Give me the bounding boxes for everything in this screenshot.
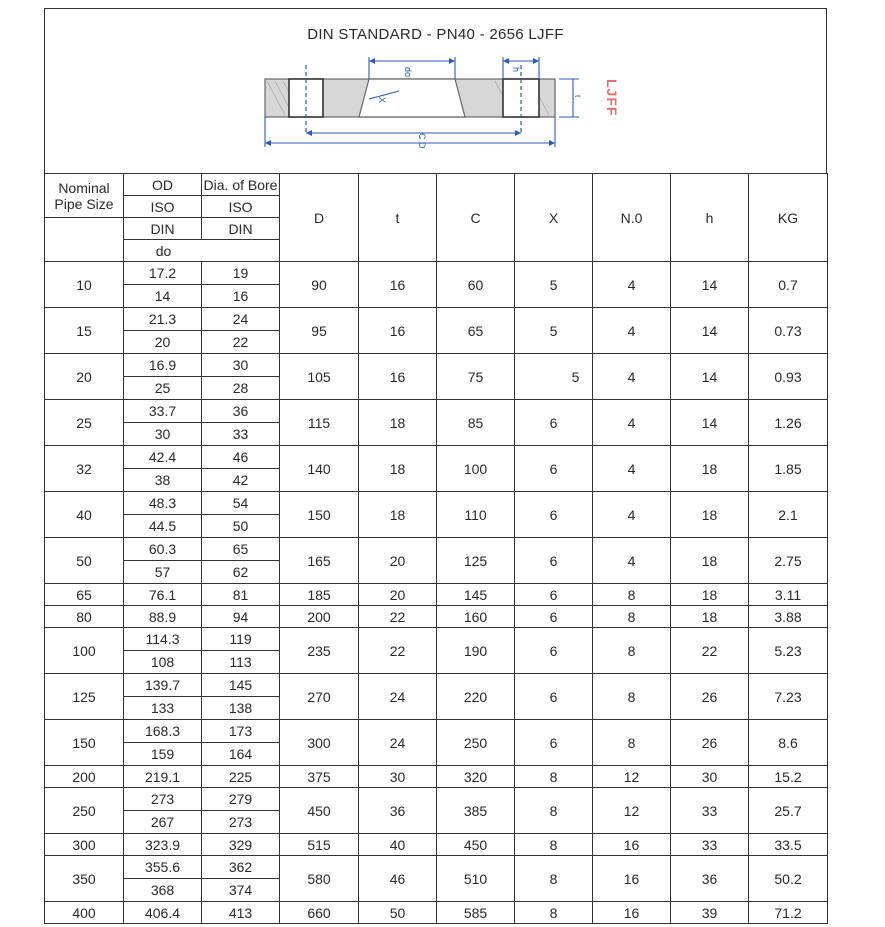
cell-d: 185 [280, 584, 359, 606]
cell-c: 585 [437, 902, 515, 924]
table-row [45, 492, 828, 515]
cell-h: 22 [671, 628, 749, 674]
flange-spec-table [44, 173, 828, 924]
cell-t: 50 [359, 902, 437, 924]
cell-od-iso: 21.3 [124, 308, 202, 331]
cell-od-din: 38 [124, 469, 202, 492]
cell-d: 300 [280, 720, 359, 766]
cell-d: 450 [280, 788, 359, 834]
header-X: X [515, 174, 593, 262]
cell-t: 40 [359, 834, 437, 856]
cell-nominal-size: 10 [45, 262, 124, 308]
header-bore-din: DIN [202, 218, 280, 240]
cell-d: 660 [280, 902, 359, 924]
cell-od-din: 57 [124, 561, 202, 584]
cell-bore-din: 33 [202, 423, 280, 446]
cell-od-iso: 139.7 [124, 674, 202, 697]
cell-t: 16 [359, 262, 437, 308]
cell-bore-din: 273 [202, 811, 280, 834]
cell-bore-din: 164 [202, 743, 280, 766]
header-h: h [671, 174, 749, 262]
cell-x: 5 [515, 308, 593, 354]
cell-h: 14 [671, 308, 749, 354]
header-KG: KG [749, 174, 828, 262]
dim-do-label: do [403, 67, 413, 78]
cell-bore-iso: 46 [202, 446, 280, 469]
cell-od-din: 159 [124, 743, 202, 766]
cell-no: 16 [593, 902, 671, 924]
header-od: OD [124, 174, 202, 196]
cell-bore-din: 16 [202, 285, 280, 308]
cell-x: 8 [515, 834, 593, 856]
cell-c: 385 [437, 788, 515, 834]
cell-kg: 0.7 [749, 262, 828, 308]
cell-d: 165 [280, 538, 359, 584]
cell-nominal-size: 40 [45, 492, 124, 538]
dim-x-label: X [377, 97, 387, 104]
cell-no: 16 [593, 834, 671, 856]
cell-x: 6 [515, 492, 593, 538]
cell-x: 6 [515, 584, 593, 606]
cell-kg: 0.73 [749, 308, 828, 354]
table-row [45, 538, 828, 561]
cell-c: 110 [437, 492, 515, 538]
cell-h: 26 [671, 674, 749, 720]
cell-bore-iso: 54 [202, 492, 280, 515]
cell-bore-iso: 24 [202, 308, 280, 331]
cell-x: 6 [515, 446, 593, 492]
cell-bore-iso: 30 [202, 354, 280, 377]
cell-d: 140 [280, 446, 359, 492]
cell-bore-iso: 19 [202, 262, 280, 285]
cell-kg: 5.23 [749, 628, 828, 674]
cell-bore-din: 138 [202, 697, 280, 720]
cell-t: 20 [359, 538, 437, 584]
cell-od-din: 368 [124, 879, 202, 902]
cell-h: 39 [671, 902, 749, 924]
header-bore-iso: ISO [202, 196, 280, 218]
cell-h: 30 [671, 766, 749, 788]
cell-od-iso: 60.3 [124, 538, 202, 561]
cell-kg: 2.1 [749, 492, 828, 538]
table-row [45, 606, 828, 628]
cell-od-din: 44.5 [124, 515, 202, 538]
cell-d: 115 [280, 400, 359, 446]
cell-d: 105 [280, 354, 359, 400]
cell-x: 6 [515, 628, 593, 674]
cell-x: 8 [515, 902, 593, 924]
cell-nominal-size: 20 [45, 354, 124, 400]
cell-no: 8 [593, 584, 671, 606]
cell-od-din: 108 [124, 651, 202, 674]
cell-c: 160 [437, 606, 515, 628]
dim-t-label: t [573, 95, 582, 98]
cell-od-din: 30 [124, 423, 202, 446]
cell-c: 450 [437, 834, 515, 856]
cell-bore-din: 42 [202, 469, 280, 492]
cell-c: 60 [437, 262, 515, 308]
cell-kg: 3.88 [749, 606, 828, 628]
cell-x: 6 [515, 674, 593, 720]
cell-nominal-size: 80 [45, 606, 124, 628]
cell-no: 12 [593, 788, 671, 834]
cell-kg: 8.6 [749, 720, 828, 766]
cell-od-din: 267 [124, 811, 202, 834]
cell-t: 46 [359, 856, 437, 902]
cell-h: 18 [671, 584, 749, 606]
cell-h: 18 [671, 492, 749, 538]
cell-x: 8 [515, 856, 593, 902]
cell-kg: 50.2 [749, 856, 828, 902]
cell-t: 36 [359, 788, 437, 834]
cell-bore-iso: 362 [202, 856, 280, 879]
table-row [45, 400, 828, 423]
cell-bore-iso: 329 [202, 834, 280, 856]
cell-od-iso: 323.9 [124, 834, 202, 856]
cell-h: 14 [671, 262, 749, 308]
header-bore: Dia. of Bore [202, 174, 280, 196]
cell-kg: 3.11 [749, 584, 828, 606]
table-row [45, 856, 828, 879]
cell-d: 200 [280, 606, 359, 628]
cell-nominal-size: 15 [45, 308, 124, 354]
cell-t: 16 [359, 308, 437, 354]
cell-x: 6 [515, 606, 593, 628]
cell-od-iso: 219.1 [124, 766, 202, 788]
table-row [45, 902, 828, 924]
table-row [45, 354, 828, 377]
table-row [45, 788, 828, 811]
cell-kg: 2.75 [749, 538, 828, 584]
cell-kg: 7.23 [749, 674, 828, 720]
cell-bore-iso: 36 [202, 400, 280, 423]
cell-c: 75 [437, 354, 515, 400]
header-C: C [437, 174, 515, 262]
cell-no: 4 [593, 262, 671, 308]
cell-h: 26 [671, 720, 749, 766]
cell-od-iso: 42.4 [124, 446, 202, 469]
cell-od-iso: 33.7 [124, 400, 202, 423]
cell-d: 235 [280, 628, 359, 674]
cell-no: 4 [593, 354, 671, 400]
cell-c: 250 [437, 720, 515, 766]
cell-x: 8 [515, 788, 593, 834]
cell-od-iso: 76.1 [124, 584, 202, 606]
cell-kg: 33.5 [749, 834, 828, 856]
cell-bore-din: 374 [202, 879, 280, 902]
cell-bore-din: 50 [202, 515, 280, 538]
table-row [45, 834, 828, 856]
page-title: DIN STANDARD - PN40 - 2656 LJFF [307, 26, 564, 43]
cell-no: 8 [593, 606, 671, 628]
cell-d: 515 [280, 834, 359, 856]
table-row [45, 720, 828, 743]
cell-x-value: 5 [571, 368, 580, 385]
cell-t: 30 [359, 766, 437, 788]
cell-t: 24 [359, 720, 437, 766]
cell-c: 510 [437, 856, 515, 902]
cell-bore-iso: 145 [202, 674, 280, 697]
cell-c: 100 [437, 446, 515, 492]
table-row [45, 674, 828, 697]
cell-t: 16 [359, 354, 437, 400]
header-do: do [124, 240, 280, 262]
table-row [45, 308, 828, 331]
cell-kg: 0.93 [749, 354, 828, 400]
header-od-din: DIN [124, 218, 202, 240]
cell-od-din: 25 [124, 377, 202, 400]
table-row [45, 262, 828, 285]
cell-od-iso: 273 [124, 788, 202, 811]
cell-t: 22 [359, 628, 437, 674]
cell-t: 18 [359, 446, 437, 492]
cell-x: 5 [515, 262, 593, 308]
cell-no: 4 [593, 492, 671, 538]
cell-nominal-size: 50 [45, 538, 124, 584]
cell-d: 95 [280, 308, 359, 354]
cell-c: 85 [437, 400, 515, 446]
cell-od-iso: 16.9 [124, 354, 202, 377]
cell-bore-din: 113 [202, 651, 280, 674]
cell-no: 4 [593, 308, 671, 354]
cell-no: 8 [593, 628, 671, 674]
cell-bore-iso: 173 [202, 720, 280, 743]
cell-c: 320 [437, 766, 515, 788]
cell-kg: 1.85 [749, 446, 828, 492]
cell-nominal-size: 350 [45, 856, 124, 902]
cell-kg: 15.2 [749, 766, 828, 788]
cell-no: 16 [593, 856, 671, 902]
cell-bore-din: 28 [202, 377, 280, 400]
cell-kg: 1.26 [749, 400, 828, 446]
ljff-side-label: LJFF [604, 79, 620, 117]
cell-bore-iso: 413 [202, 902, 280, 924]
header-od-iso: ISO [124, 196, 202, 218]
cell-x: 6 [515, 538, 593, 584]
header-nominal-spacer [45, 218, 124, 262]
flange-drawing [259, 45, 631, 157]
cell-bore-iso: 119 [202, 628, 280, 651]
cell-nominal-size: 125 [45, 674, 124, 720]
cell-h: 14 [671, 354, 749, 400]
cell-c: 125 [437, 538, 515, 584]
cell-od-iso: 17.2 [124, 262, 202, 285]
cell-bore-din: 22 [202, 331, 280, 354]
table-row [45, 584, 828, 606]
cell-h: 18 [671, 538, 749, 584]
cell-bore-iso: 81 [202, 584, 280, 606]
cell-nominal-size: 100 [45, 628, 124, 674]
cell-d: 90 [280, 262, 359, 308]
cell-od-iso: 88.9 [124, 606, 202, 628]
header-D: D [280, 174, 359, 262]
cell-nominal-size: 300 [45, 834, 124, 856]
cell-d: 375 [280, 766, 359, 788]
cell-nominal-size: 32 [45, 446, 124, 492]
cell-bore-iso: 225 [202, 766, 280, 788]
table-row [45, 628, 828, 651]
cell-c: 65 [437, 308, 515, 354]
cell-d: 580 [280, 856, 359, 902]
cell-od-iso: 168.3 [124, 720, 202, 743]
cell-no: 4 [593, 538, 671, 584]
table-row [45, 446, 828, 469]
cell-bore-din: 62 [202, 561, 280, 584]
cell-t: 24 [359, 674, 437, 720]
cell-kg: 25.7 [749, 788, 828, 834]
cell-h: 33 [671, 834, 749, 856]
table-row [45, 766, 828, 788]
dim-cd-label: C D [417, 133, 427, 149]
spec-sheet [44, 8, 827, 920]
dim-h-label: h [511, 67, 521, 73]
cell-no: 8 [593, 674, 671, 720]
cell-h: 33 [671, 788, 749, 834]
cell-no: 4 [593, 400, 671, 446]
cell-no: 12 [593, 766, 671, 788]
cell-bore-iso: 94 [202, 606, 280, 628]
cell-od-iso: 48.3 [124, 492, 202, 515]
cell-h: 18 [671, 606, 749, 628]
cell-no: 4 [593, 446, 671, 492]
cell-c: 220 [437, 674, 515, 720]
cell-h: 18 [671, 446, 749, 492]
cell-d: 150 [280, 492, 359, 538]
cell-od-iso: 355.6 [124, 856, 202, 879]
header-nominal: Nominal Pipe Size [45, 174, 124, 218]
header-t: t [359, 174, 437, 262]
cell-h: 36 [671, 856, 749, 902]
cell-nominal-size: 400 [45, 902, 124, 924]
cell-t: 18 [359, 400, 437, 446]
cell-bore-iso: 65 [202, 538, 280, 561]
cell-t: 18 [359, 492, 437, 538]
cell-nominal-size: 200 [45, 766, 124, 788]
cell-x: 6 [515, 400, 593, 446]
cell-nominal-size: 25 [45, 400, 124, 446]
cell-od-din: 20 [124, 331, 202, 354]
cell-x: 6 [515, 720, 593, 766]
cell-d: 270 [280, 674, 359, 720]
header-NO: N.0 [593, 174, 671, 262]
cell-od-din: 14 [124, 285, 202, 308]
cell-t: 22 [359, 606, 437, 628]
cell-c: 145 [437, 584, 515, 606]
cell-x [515, 354, 593, 400]
cell-od-iso: 406.4 [124, 902, 202, 924]
cell-t: 20 [359, 584, 437, 606]
cell-no: 8 [593, 720, 671, 766]
cell-kg: 71.2 [749, 902, 828, 924]
cell-h: 14 [671, 400, 749, 446]
title-panel [44, 8, 827, 173]
cell-nominal-size: 250 [45, 788, 124, 834]
cell-od-iso: 114.3 [124, 628, 202, 651]
cell-c: 190 [437, 628, 515, 674]
cell-od-din: 133 [124, 697, 202, 720]
cell-nominal-size: 150 [45, 720, 124, 766]
cell-x: 8 [515, 766, 593, 788]
cell-bore-iso: 279 [202, 788, 280, 811]
cell-nominal-size: 65 [45, 584, 124, 606]
